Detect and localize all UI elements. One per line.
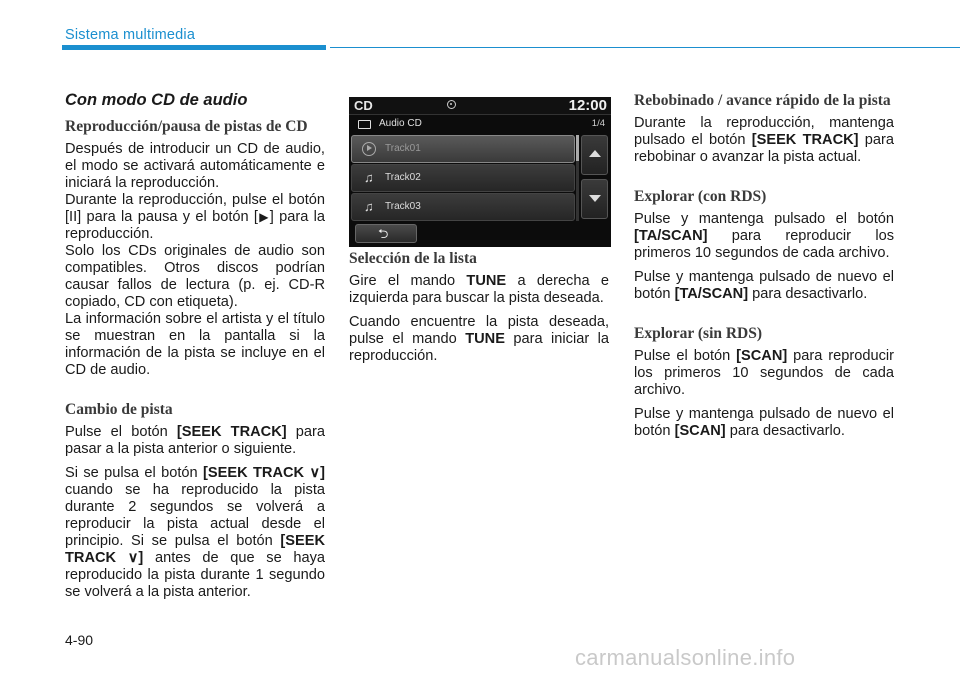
paragraph: Después de introducir un CD de audio, el modo se activará automáticamente e iniciará la reproducción. (65, 141, 325, 191)
paragraph: Durante la reproducción, mantenga pulsado el botón [SEEK TRACK] para rebobinar o avanzar la pista actual. (634, 115, 894, 165)
paragraph: Solo los CDs originales de audio son compatibles. Otros discos podrían causar fallos de lectura (p. ej. CD-R copiado, CD con etiqueta). (65, 243, 325, 310)
scroll-up-button[interactable] (581, 135, 608, 175)
folder-icon (358, 120, 371, 129)
scrollbar-thumb[interactable] (576, 135, 579, 161)
column-right (634, 92, 894, 440)
music-note-icon: ♫ (364, 199, 374, 214)
back-button[interactable] (355, 224, 417, 243)
folder-label: Audio CD (379, 118, 422, 129)
scroll-down-button[interactable] (581, 179, 608, 219)
cd-screen (349, 97, 611, 247)
heading-track-change: Cambio de pista (65, 401, 173, 418)
track-item-2[interactable] (351, 164, 575, 192)
paragraph: Pulse y mantenga pulsado de nuevo el botón [SCAN] para desactivarlo. (634, 406, 894, 439)
play-icon (362, 142, 376, 156)
heading-scan-no-rds: Explorar (sin RDS) (634, 325, 763, 342)
paragraph: Durante la reproducción, pulse el botón [II] para la pausa y el botón [▶] para la reproducción. (65, 192, 325, 242)
track-item-3[interactable] (351, 193, 575, 221)
header-rule (330, 47, 960, 48)
page-number: 4-90 (65, 632, 94, 648)
paragraph: Pulse y mantenga pulsado el botón [TA/SCAN] para reproducir los primeros 10 segundos de cada archivo. (634, 211, 894, 261)
music-note-icon: ♫ (364, 170, 374, 185)
column-left (65, 92, 325, 601)
paragraph: La información sobre el artista y el título se muestran en la pantalla si la información de la pista se incluye en el CD de audio. (65, 311, 325, 378)
play-icon: ▶ (257, 210, 270, 224)
track-item-1[interactable] (351, 135, 575, 163)
screen-status-bar (349, 97, 611, 115)
paragraph: Cuando encuentre la pista deseada, pulse el mando TUNE para iniciar la reproducción. (349, 314, 609, 364)
track-label: Track03 (385, 201, 421, 212)
track-label: Track01 (385, 143, 421, 154)
folder-row (349, 116, 611, 133)
paragraph: Pulse el botón [SCAN] para reproducir los primeros 10 segundos de cada archivo. (634, 348, 894, 398)
screen-mode-label: CD (354, 98, 373, 113)
track-count: 1/4 (591, 118, 605, 129)
section-title: Sistema multimedia (65, 27, 196, 43)
paragraph: Si se pulsa el botón [SEEK TRACK ∨] cuando se ha reproducido la pista durante 2 segundos se volverá a reproducir la pista actual desde el principio. Si se pulsa el botón [SEEK TRACK ∨] antes de que se haya reproducido la pista durante 1 segundo se volverá a la pista anterior. (65, 465, 325, 600)
paragraph: Gire el mando TUNE a derecha e izquierda para buscar la pista deseada. (349, 273, 609, 306)
heading-play-pause: Reproducción/pausa de pistas de CD (65, 118, 308, 135)
mode-title: Con modo CD de audio (65, 91, 248, 109)
screen-clock: 12:00 (568, 97, 607, 114)
back-arrow-icon: ⮌ (378, 226, 389, 241)
heading-list-select: Selección de la lista (349, 250, 477, 267)
column-middle (349, 250, 609, 365)
disc-icon (447, 100, 456, 109)
track-label: Track02 (385, 172, 421, 183)
heading-scan-rds: Explorar (con RDS) (634, 188, 767, 205)
header-accent-bar (62, 45, 326, 50)
watermark: carmanualsonline.info (575, 645, 796, 670)
heading-rewind: Rebobinado / avance rápido de la pista (634, 92, 891, 109)
paragraph: Pulse y mantenga pulsado de nuevo el botón [TA/SCAN] para desactivarlo. (634, 269, 894, 302)
paragraph: Pulse el botón [SEEK TRACK] para pasar a la pista anterior o siguiente. (65, 424, 325, 457)
